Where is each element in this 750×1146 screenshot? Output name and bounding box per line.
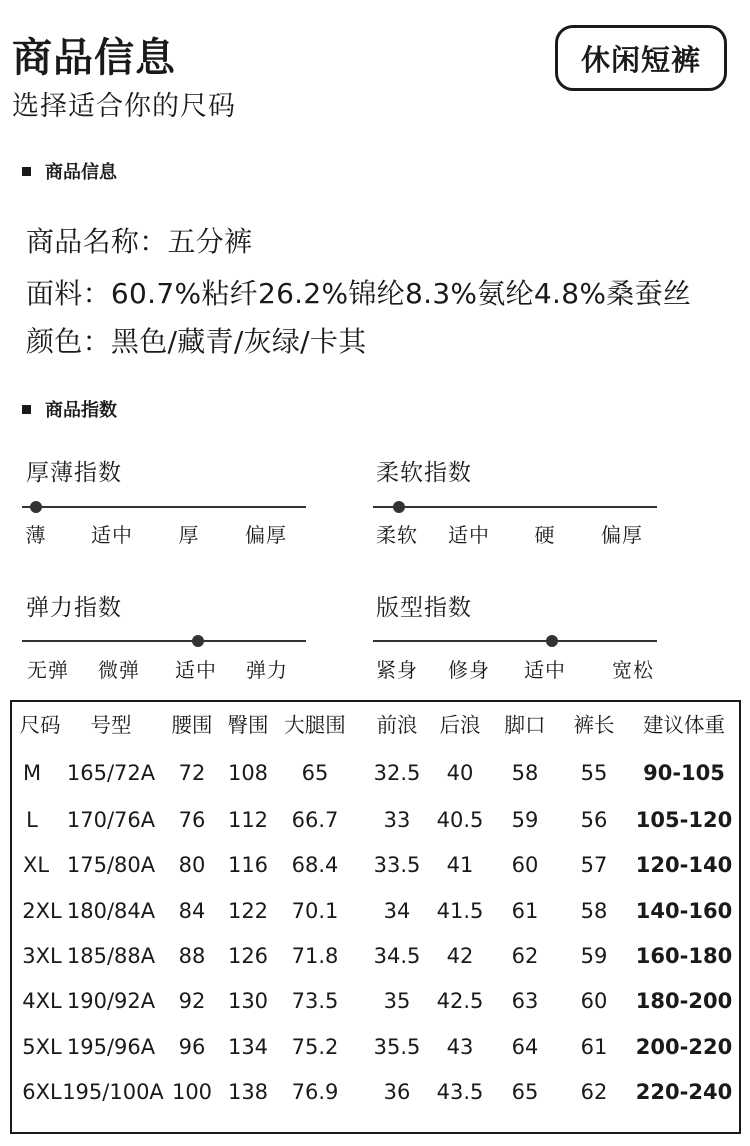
table-cell: 134 — [227, 1035, 269, 1059]
index-track — [22, 640, 306, 642]
section-heading-index — [22, 396, 117, 422]
table-cell: 180/84A — [66, 899, 156, 923]
index-scale-label: 偏厚 — [245, 523, 287, 547]
category-badge: 休闲短裤 — [555, 25, 727, 91]
table-cell: 66.7 — [291, 808, 339, 832]
index-indicator — [192, 635, 204, 647]
index-title: 柔软指数 — [376, 460, 472, 486]
table-cell: 40.5 — [436, 808, 484, 832]
table-cell: 80 — [178, 853, 206, 877]
table-cell: XL — [22, 853, 50, 877]
table-cell: 62 — [511, 944, 539, 968]
table-cell: 108 — [227, 761, 269, 785]
table-cell: 60 — [511, 853, 539, 877]
table-cell: 35.5 — [373, 1035, 421, 1059]
table-cell: 76 — [178, 808, 206, 832]
product-colors: 颜色：黑色/藏青/灰绿/卡其 — [26, 325, 367, 358]
table-cell: 122 — [227, 899, 269, 923]
table-cell: L — [26, 808, 38, 832]
table-cell: 116 — [227, 853, 269, 877]
table-cell: 200-220 — [635, 1035, 733, 1059]
table-cell: 73.5 — [291, 989, 339, 1013]
index-scale-label: 柔软 — [376, 523, 418, 547]
table-cell: 190/92A — [66, 989, 156, 1013]
index-scale-label: 适中 — [524, 658, 566, 682]
index-scale-label: 无弹 — [27, 658, 69, 682]
bullet-square-icon — [22, 167, 31, 176]
table-cell: 220-240 — [635, 1080, 733, 1104]
table-cell: 63 — [511, 989, 539, 1013]
table-cell: 57 — [580, 853, 608, 877]
table-cell: 2XL — [22, 899, 62, 923]
table-cell: 140-160 — [635, 899, 733, 923]
table-cell: 56 — [580, 808, 608, 832]
product-fabric: 面料：60.7%粘纤26.2%锦纶8.3%氨纶4.8%桑蚕丝 — [26, 277, 692, 310]
bullet-square-icon — [22, 405, 31, 414]
table-cell: 65 — [511, 1080, 539, 1104]
index-indicator — [30, 501, 42, 513]
index-scale-label: 适中 — [91, 523, 133, 547]
index-track — [373, 640, 657, 642]
table-cell: 5XL — [22, 1035, 62, 1059]
table-cell: 40 — [446, 761, 474, 785]
page-subtitle: 选择适合你的尺码 — [12, 91, 236, 122]
table-cell: 165/72A — [66, 761, 156, 785]
table-header-cell: 后浪 — [439, 713, 481, 737]
table-cell: 3XL — [22, 944, 62, 968]
table-cell: 61 — [511, 899, 539, 923]
index-scale-label: 紧身 — [376, 658, 418, 682]
table-cell: 170/76A — [66, 808, 156, 832]
table-cell: 33 — [383, 808, 411, 832]
index-scale-label: 适中 — [175, 658, 217, 682]
table-cell: 41 — [446, 853, 474, 877]
product-name: 商品名称：五分裤 — [26, 225, 253, 258]
table-cell: 90-105 — [643, 761, 725, 785]
index-scale-label: 适中 — [448, 523, 490, 547]
table-cell: 60 — [580, 989, 608, 1013]
table-cell: 92 — [178, 989, 206, 1013]
table-cell: 175/80A — [66, 853, 156, 877]
table-header-cell: 前浪 — [376, 713, 418, 737]
table-cell: 55 — [580, 761, 608, 785]
index-indicator — [546, 635, 558, 647]
table-cell: 84 — [178, 899, 206, 923]
table-header-cell: 尺码 — [19, 713, 61, 737]
table-cell: 65 — [301, 761, 329, 785]
index-title: 弹力指数 — [26, 595, 122, 621]
table-cell: 96 — [178, 1035, 206, 1059]
table-cell: 33.5 — [373, 853, 421, 877]
index-title: 厚薄指数 — [26, 460, 122, 486]
index-track — [22, 506, 306, 508]
index-scale-label: 微弹 — [98, 658, 140, 682]
table-header-cell: 脚口 — [504, 713, 546, 737]
table-header-cell: 建议体重 — [643, 713, 725, 737]
index-scale-label: 弹力 — [246, 658, 288, 682]
table-cell: 35 — [383, 989, 411, 1013]
table-cell: 6XL — [22, 1080, 62, 1104]
table-cell: 43.5 — [436, 1080, 484, 1104]
table-cell: 75.2 — [291, 1035, 339, 1059]
page-title: 商品信息 — [12, 35, 176, 81]
index-scale-label: 偏厚 — [601, 523, 643, 547]
table-cell: 112 — [227, 808, 269, 832]
table-cell: 120-140 — [635, 853, 733, 877]
table-header-cell: 大腿围 — [284, 713, 346, 737]
table-header-cell: 号型 — [90, 713, 132, 737]
table-cell: 34 — [383, 899, 411, 923]
index-scale-label: 硬 — [534, 523, 556, 547]
table-cell: 62 — [580, 1080, 608, 1104]
index-title: 版型指数 — [376, 595, 472, 621]
table-cell: 100 — [171, 1080, 213, 1104]
table-cell: 36 — [383, 1080, 411, 1104]
table-cell: 105-120 — [635, 808, 733, 832]
table-header-cell: 臀围 — [227, 713, 269, 737]
index-track — [373, 506, 657, 508]
table-cell: 68.4 — [291, 853, 339, 877]
table-cell: 88 — [178, 944, 206, 968]
table-cell: 126 — [227, 944, 269, 968]
table-cell: 43 — [446, 1035, 474, 1059]
index-scale-label: 厚 — [178, 523, 200, 547]
section-heading-index-label: 商品指数 — [45, 400, 117, 421]
table-cell: M — [22, 761, 42, 785]
table-cell: 58 — [580, 899, 608, 923]
table-cell: 64 — [511, 1035, 539, 1059]
section-heading-info — [22, 158, 117, 184]
table-cell: 70.1 — [291, 899, 339, 923]
table-cell: 59 — [511, 808, 539, 832]
index-scale-label: 宽松 — [612, 658, 654, 682]
table-cell: 42.5 — [436, 989, 484, 1013]
table-header-cell: 裤长 — [573, 713, 615, 737]
table-cell: 195/100A — [62, 1080, 164, 1104]
table-cell: 32.5 — [373, 761, 421, 785]
table-cell: 34.5 — [373, 944, 421, 968]
table-cell: 71.8 — [291, 944, 339, 968]
table-cell: 41.5 — [436, 899, 484, 923]
table-cell: 180-200 — [635, 989, 733, 1013]
table-cell: 61 — [580, 1035, 608, 1059]
table-cell: 72 — [178, 761, 206, 785]
section-heading-info-label: 商品信息 — [45, 162, 117, 183]
table-cell: 195/96A — [66, 1035, 156, 1059]
table-header-cell: 腰围 — [171, 713, 213, 737]
table-cell: 4XL — [22, 989, 62, 1013]
index-scale-label: 修身 — [448, 658, 490, 682]
table-cell: 59 — [580, 944, 608, 968]
table-cell: 185/88A — [66, 944, 156, 968]
table-cell: 76.9 — [291, 1080, 339, 1104]
index-scale-label: 薄 — [25, 523, 47, 547]
table-cell: 160-180 — [635, 944, 733, 968]
table-cell: 130 — [227, 989, 269, 1013]
table-cell: 58 — [511, 761, 539, 785]
index-indicator — [393, 501, 405, 513]
table-cell: 42 — [446, 944, 474, 968]
table-cell: 138 — [227, 1080, 269, 1104]
